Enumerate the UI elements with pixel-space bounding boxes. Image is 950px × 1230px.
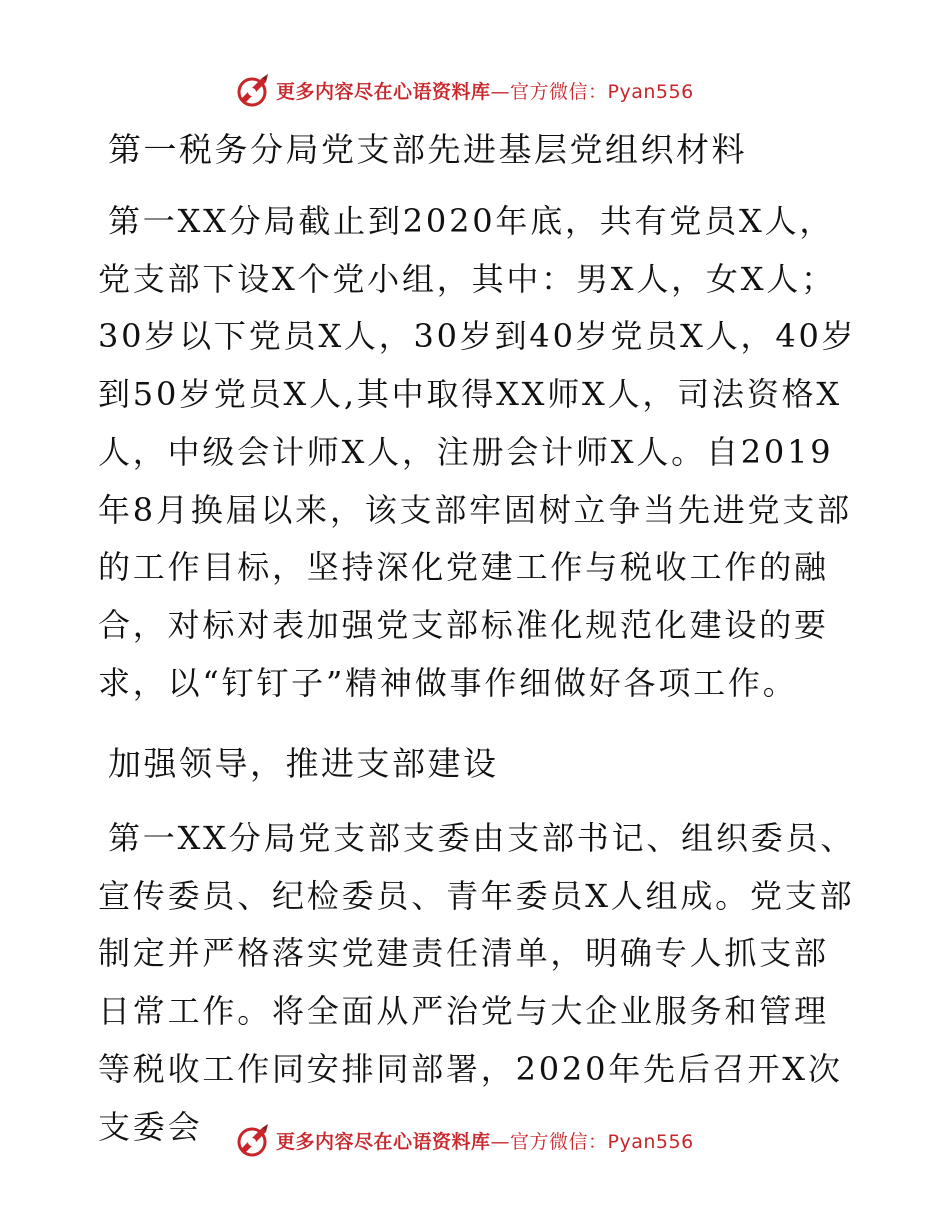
paragraph-committee: 第一XX分局党支部支委由支部书记、组织委员、宣传委员、纪检委员、青年委员X人组成。党支部制定并严格落实党建责任清单，明确专人抓支部日常工作。将全面从严治党与大企业服务和管理等税收工作同安排同部署，2020年先后召开X次支委会	[98, 819, 856, 1146]
watermark-banner-top	[232, 70, 694, 110]
document-title: 第一税务分局党支部先进基层党组织材料	[108, 130, 747, 169]
watermark-brand: 更多内容尽在心语资料库	[276, 80, 491, 103]
watermark-dash: —	[490, 1130, 511, 1153]
watermark-wechat-id: Pyan556	[607, 80, 694, 103]
watermark-text	[276, 1127, 694, 1154]
watermark-dash: —	[490, 80, 511, 103]
paragraph-membership: 第一XX分局截止到2020年底，共有党员X人，党支部下设X个党小组，其中：男X人，女X人；30岁以下党员X人，30岁到40岁党员X人，40岁到50岁党员X人,其中取得XX师X人，司法资格X人，中级会计师X人，注册会计师X人。自2019年8月换届以来，该支部牢固树立争当先进党支部的工作目标，坚持深化党建工作与税收工作的融合，对标对表加强党支部标准化规范化建设的要求，以“钉钉子”精神做事作细做好各项工作。	[98, 202, 857, 702]
watermark-wechat-label: 官方微信：	[510, 80, 608, 103]
section-heading: 加强领导，推进支部建设	[108, 744, 499, 783]
pen-circle-logo-icon	[232, 70, 272, 110]
pen-circle-logo-icon	[232, 1120, 272, 1160]
watermark-wechat-label: 官方微信：	[510, 1130, 608, 1153]
watermark-wechat-id: Pyan556	[607, 1130, 694, 1153]
watermark-text	[276, 77, 694, 104]
watermark-brand: 更多内容尽在心语资料库	[276, 1130, 491, 1153]
watermark-banner-bottom	[232, 1120, 694, 1160]
